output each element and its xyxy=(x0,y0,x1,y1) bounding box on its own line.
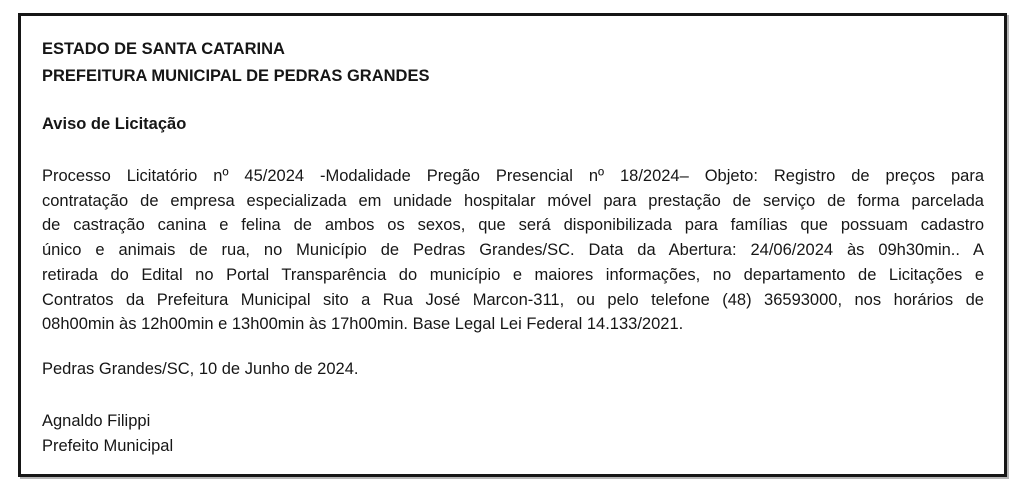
body-line-6: Contratos da Prefeitura Municipal sito a Rua José Marcon-311, ou pelo telefone (48) 36593000, nos horários de xyxy=(42,290,984,309)
state-name: ESTADO DE SANTA CATARINA xyxy=(42,40,285,58)
signature-block xyxy=(42,409,984,459)
body-line-4: único e animais de rua, no Município de Pedras Grandes/SC. Data da Abertura: 24/06/2024 às 09h30min.. A xyxy=(42,241,984,260)
body-line-1: Processo Licitatório nº 45/2024 -Modalidade Pregão Presencial nº 18/2024– Objeto: Registro de preços para xyxy=(42,167,984,185)
signer-name: Agnaldo Filippi xyxy=(42,411,151,430)
dateline: Pedras Grandes/SC, 10 de Junho de 2024. xyxy=(42,359,359,378)
body-line-2: contratação de empresa especializada em unidade hospitalar móvel para prestação de serviço de forma parcelada xyxy=(42,191,984,210)
notice-title: Aviso de Licitação xyxy=(42,115,187,133)
body-line-3: de castração canina e felina de ambos os sexos, que será disponibilizada para famílias que possuam cadastro xyxy=(42,216,984,235)
body-paragraph xyxy=(42,164,984,337)
body-line-5: retirada do Edital no Portal Transparência do município e maiores informações, no departamento de Licitações e xyxy=(42,265,984,284)
document-header xyxy=(42,36,984,90)
notice-border-box xyxy=(18,13,1007,477)
signer-role: Prefeito Municipal xyxy=(42,436,174,455)
municipality-name: PREFEITURA MUNICIPAL DE PEDRAS GRANDES xyxy=(42,67,430,85)
body-line-7: 08h00min às 12h00min e 13h00min às 17h00min. Base Legal Lei Federal 14.133/2021. xyxy=(42,315,684,334)
